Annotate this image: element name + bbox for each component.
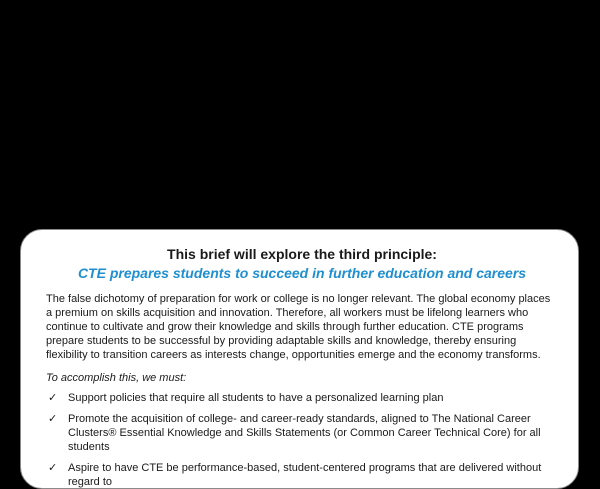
brief-heading: This brief will explore the third principle:: [167, 246, 437, 262]
brief-subheading: CTE prepares students to succeed in further education and careers: [77, 265, 527, 281]
bullet-item: [46, 461, 558, 489]
brief-card: [20, 229, 579, 489]
bullet-item: [46, 412, 558, 454]
bullet-text: Aspire to have CTE be performance-based, student-centered programs that are delivered without regard to: [68, 462, 542, 488]
bullet-text: Support policies that require all students to have a personalized learning plan: [68, 392, 444, 404]
check-icon: ✓: [48, 412, 58, 425]
bullet-item: [46, 391, 558, 405]
brief-lead: To accomplish this, we must:: [46, 372, 187, 384]
bullet-text: Promote the acquisition of college- and career-ready standards, aligned to The National Career Clusters® Essential Knowledge and Skills Statements (or Common Career Technical Core) for all students: [68, 413, 541, 453]
check-icon: ✓: [48, 461, 58, 474]
brief-intro: The false dichotomy of preparation for work or college is no longer relevant. The global economy places a premium on skills acquisition and innovation. Therefore, all workers must be lifelong learners who continue to cultivate and grow their knowledge and skills through further education. CTE programs prepare students to be successful by providing adaptable skills and knowledge, thereby ensuring flexibility to transition careers as interests change, opportunities emerge and the economy transforms.: [46, 293, 551, 361]
bullet-list: [46, 391, 558, 489]
check-icon: ✓: [48, 391, 58, 404]
